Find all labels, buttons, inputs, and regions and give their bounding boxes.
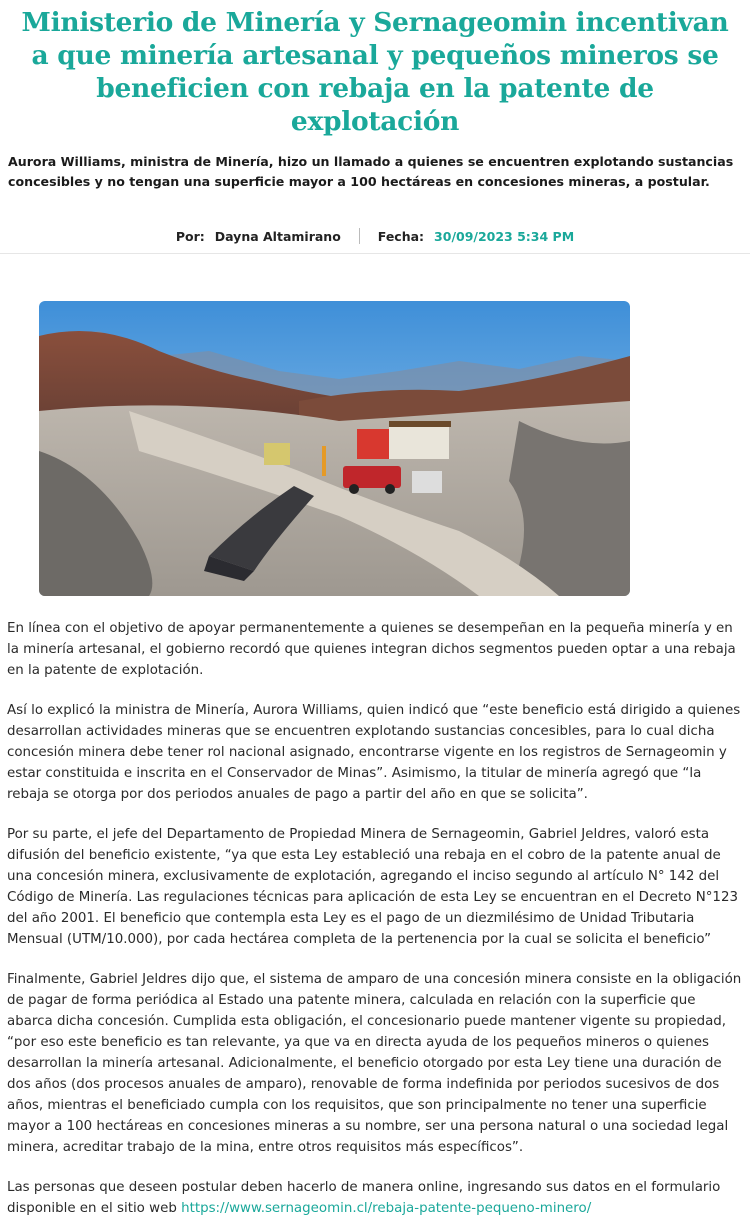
publish-date: 30/09/2023 5:34 PM <box>434 228 575 244</box>
article-paragraph: En línea con el objetivo de apoyar permanentemente a quienes se desempeñan en la pequeña minería y en la minería artesanal, el gobierno recordó que quienes integran dichos segmentos pueden optar a una rebaja en la patente de explotación. <box>7 621 736 678</box>
article-title: Ministerio de Minería y Sernageomin incentivan a que minería artesanal y pequeños mineros se beneficien con rebaja en la patente de explotación <box>21 7 729 137</box>
article-paragraph: Así lo explicó la ministra de Minería, Aurora Williams, quien indicó que “este beneficio está dirigido a quienes desarrollan actividades mineras que se encuentren explotando sustancias concesibles, para lo cual dicha concesión minera debe tener rol nacional asignado, encontrarse vigente en los registros de Sernageomin y estar constituida e inscrita en el Conservador de Minas”. Asimismo, la titular de minería agregó que “la rebaja se otorga por dos periodos anuales de pago a partir del año en que se solicita”. <box>7 703 741 802</box>
article-body <box>7 618 744 1219</box>
article-paragraph: Finalmente, Gabriel Jeldres dijo que, el sistema de amparo de una concesión minera consiste en la obligación de pagar de forma periódica al Estado una patente minera, calculada en relación con la superficie que abarca dicha concesión. Cumplida esta obligación, el concesionario puede mantener vigente su propiedad, “por eso este beneficio es tan relevante, ya que va en directa ayuda de los pequeños mineros o quienes desarrollan la minería artesanal. Adicionalmente, el beneficio otorgado por esta Ley tiene una duración de dos años (dos procesos anuales de amparo), renovable de forma indefinida por periodos sucesivos de dos años, mientras el beneficiado cumpla con los requisitos, que son principalmente no tener una superficie mayor a 100 hectáreas en concesiones mineras a su nombre, ser una persona natural o una sociedad legal minera, acreditar trabajo de la mina, entre otros requisitos más específicos”. <box>7 972 742 1155</box>
date-label: Fecha: <box>377 228 425 244</box>
article-meta <box>0 219 750 253</box>
header-divider <box>0 253 750 254</box>
meta-divider <box>359 228 360 244</box>
closing-text: Las personas que deseen postular deben hacerlo de manera online, ingresando sus datos en el formulario disponible en el sitio web <box>7 1180 721 1216</box>
mining-site-photo <box>39 301 630 596</box>
application-form-link[interactable]: https://www.sernageomin.cl/rebaja-patente-pequeno-minero/ <box>181 1201 592 1216</box>
hero-image <box>39 301 630 596</box>
author-label: Por: <box>175 228 205 244</box>
article-lead: Aurora Williams, ministra de Minería, hizo un llamado a quienes se encuentren explotando sustancias concesibles y no tengan una superficie mayor a 100 hectáreas en concesiones mineras, a postular. <box>8 154 734 189</box>
closing-paragraph <box>7 1177 744 1219</box>
article-paragraph: Por su parte, el jefe del Departamento de Propiedad Minera de Sernageomin, Gabriel Jeldres, valoró esta difusión del beneficio existente, “ya que esta Ley estableció una rebaja en el cobro de la patente anual de una concesión minera, exclusivamente de explotación, agregando el inciso segundo al artículo N° 142 del Código de Minería. Las regulaciones técnicas para aplicación de esta Ley se encuentran en el Decreto N°123 del año 2001. El beneficio que contempla esta Ley es el pago de un diezmilésimo de Unidad Tributaria Mensual (UTM/10.000), por cada hectárea completa de la pertenencia por la cual se solicita el beneficio” <box>7 827 738 947</box>
author-name[interactable]: Dayna Altamirano <box>214 228 341 244</box>
